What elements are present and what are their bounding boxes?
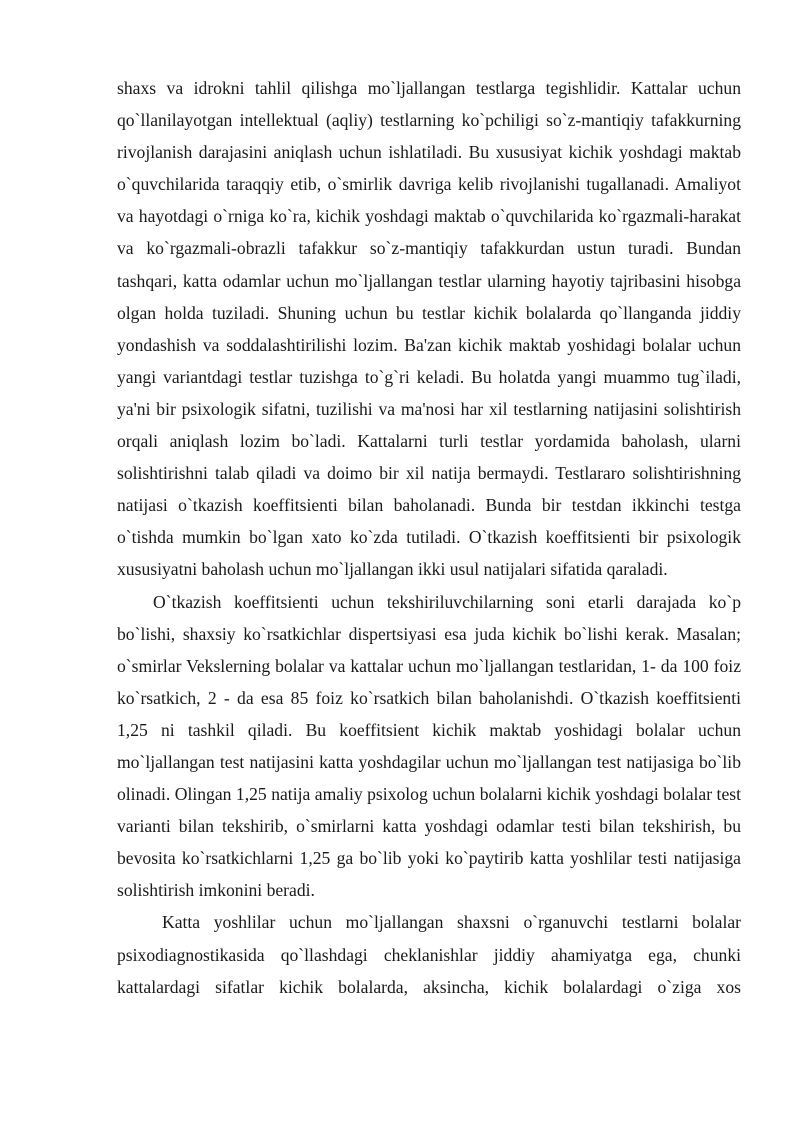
- document-body: [117, 72, 741, 1003]
- paragraph-3: Katta yoshlilar uchun mo`ljallangan shaxsni o`rganuvchi testlarni bolalar psixodiagnostikasida qo`llashdagi cheklanishlar jiddiy ahamiyatga ega, chunki kattalardagi sifatlar kichik bolalarda, aksincha, kichik bolalardagi o`ziga xos: [117, 912, 741, 997]
- paragraph-2: O`tkazish koeffitsienti uchun tekshiriluvchilarning soni etarli darajada ko`p bo`lishi, shaxsiy ko`rsatkichlar dispertsiyasi esa juda kichik bo`lishi kerak. Masalan; o`smirlar Vekslerning bolalar va kattalar uchun mo`ljallangan testlaridan, 1- da 100 foiz ko`rsatkich, 2 - da esa 85 foiz ko`rsatkich bilan baholanishdi. O`tkazish koeffitsienti 1,25 ni tashkil qiladi. Bu koeffitsient kichik maktab yoshidagi bolalar uchun mo`ljallangan test natijasini katta yoshdagilar uchun mo`ljallangan test natijasiga bo`lib olinadi. Olingan 1,25 natija amaliy psixolog uchun bolalarni kichik yoshdagi bolalar test varianti bilan tekshirib, o`smirlarni katta yoshdagi odamlar testi bilan tekshirish, bu bevosita ko`rsatkichlarni 1,25 ga bo`lib yoki ko`paytirib katta yoshlilar testi natijasiga solishtirish imkonini beradi.: [117, 591, 741, 901]
- paragraph-1: shaxs va idrokni tahlil qilishga mo`ljallangan testlarga tegishlidir. Kattalar uchun qo`llanilayotgan intellektual (aqliy) testlarning ko`pchiligi so`z-mantiqiy tafakkurning rivojlanish darajasini aniqlash uchun ishlatiladi. Bu xususiyat kichik yoshdagi maktab o`quvchilarida taraqqiy etib, o`smirlik davriga kelib rivojlanishi tugallanadi. Amaliyot va hayotdagi o`rniga ko`ra, kichik yoshdagi maktab o`quvchilarida ko`rgazmali-harakat va ko`rgazmali-obrazli tafakkur so`z-mantiqiy tafakkurdan ustun turadi. Bundan tashqari, katta odamlar uchun mo`ljallangan testlar ularning hayotiy tajribasini hisobga olgan holda tuziladi. Shuning uchun bu testlar kichik bolalarda qo`llanganda jiddiy yondashish va soddalashtirilishi lozim. Ba'zan kichik maktab yoshidagi bolalar uchun yangi variantdagi testlar tuzishga to`g`ri keladi. Bu holatda yangi muammo tug`iladi, ya'ni bir psixologik sifatni, tuzilishi va ma'nosi har xil testlarning natijasini solishtirish orqali aniqlash lozim bo`ladi. Kattalarni turli testlar yordamida baholash, ularni solishtirishni talab qiladi va doimo bir xil natija bermaydi. Testlararo solishtirishning natijasi o`tkazish koeffitsienti bilan baholanadi. Bunda bir testdan ikkinchi testga o`tishda mumkin bo`lgan xato ko`zda tutiladi. O`tkazish koeffitsienti bir psixologik xususiyatni baholash uchun mo`ljallangan ikki usul natijalari sifatida qaraladi.: [117, 78, 741, 580]
